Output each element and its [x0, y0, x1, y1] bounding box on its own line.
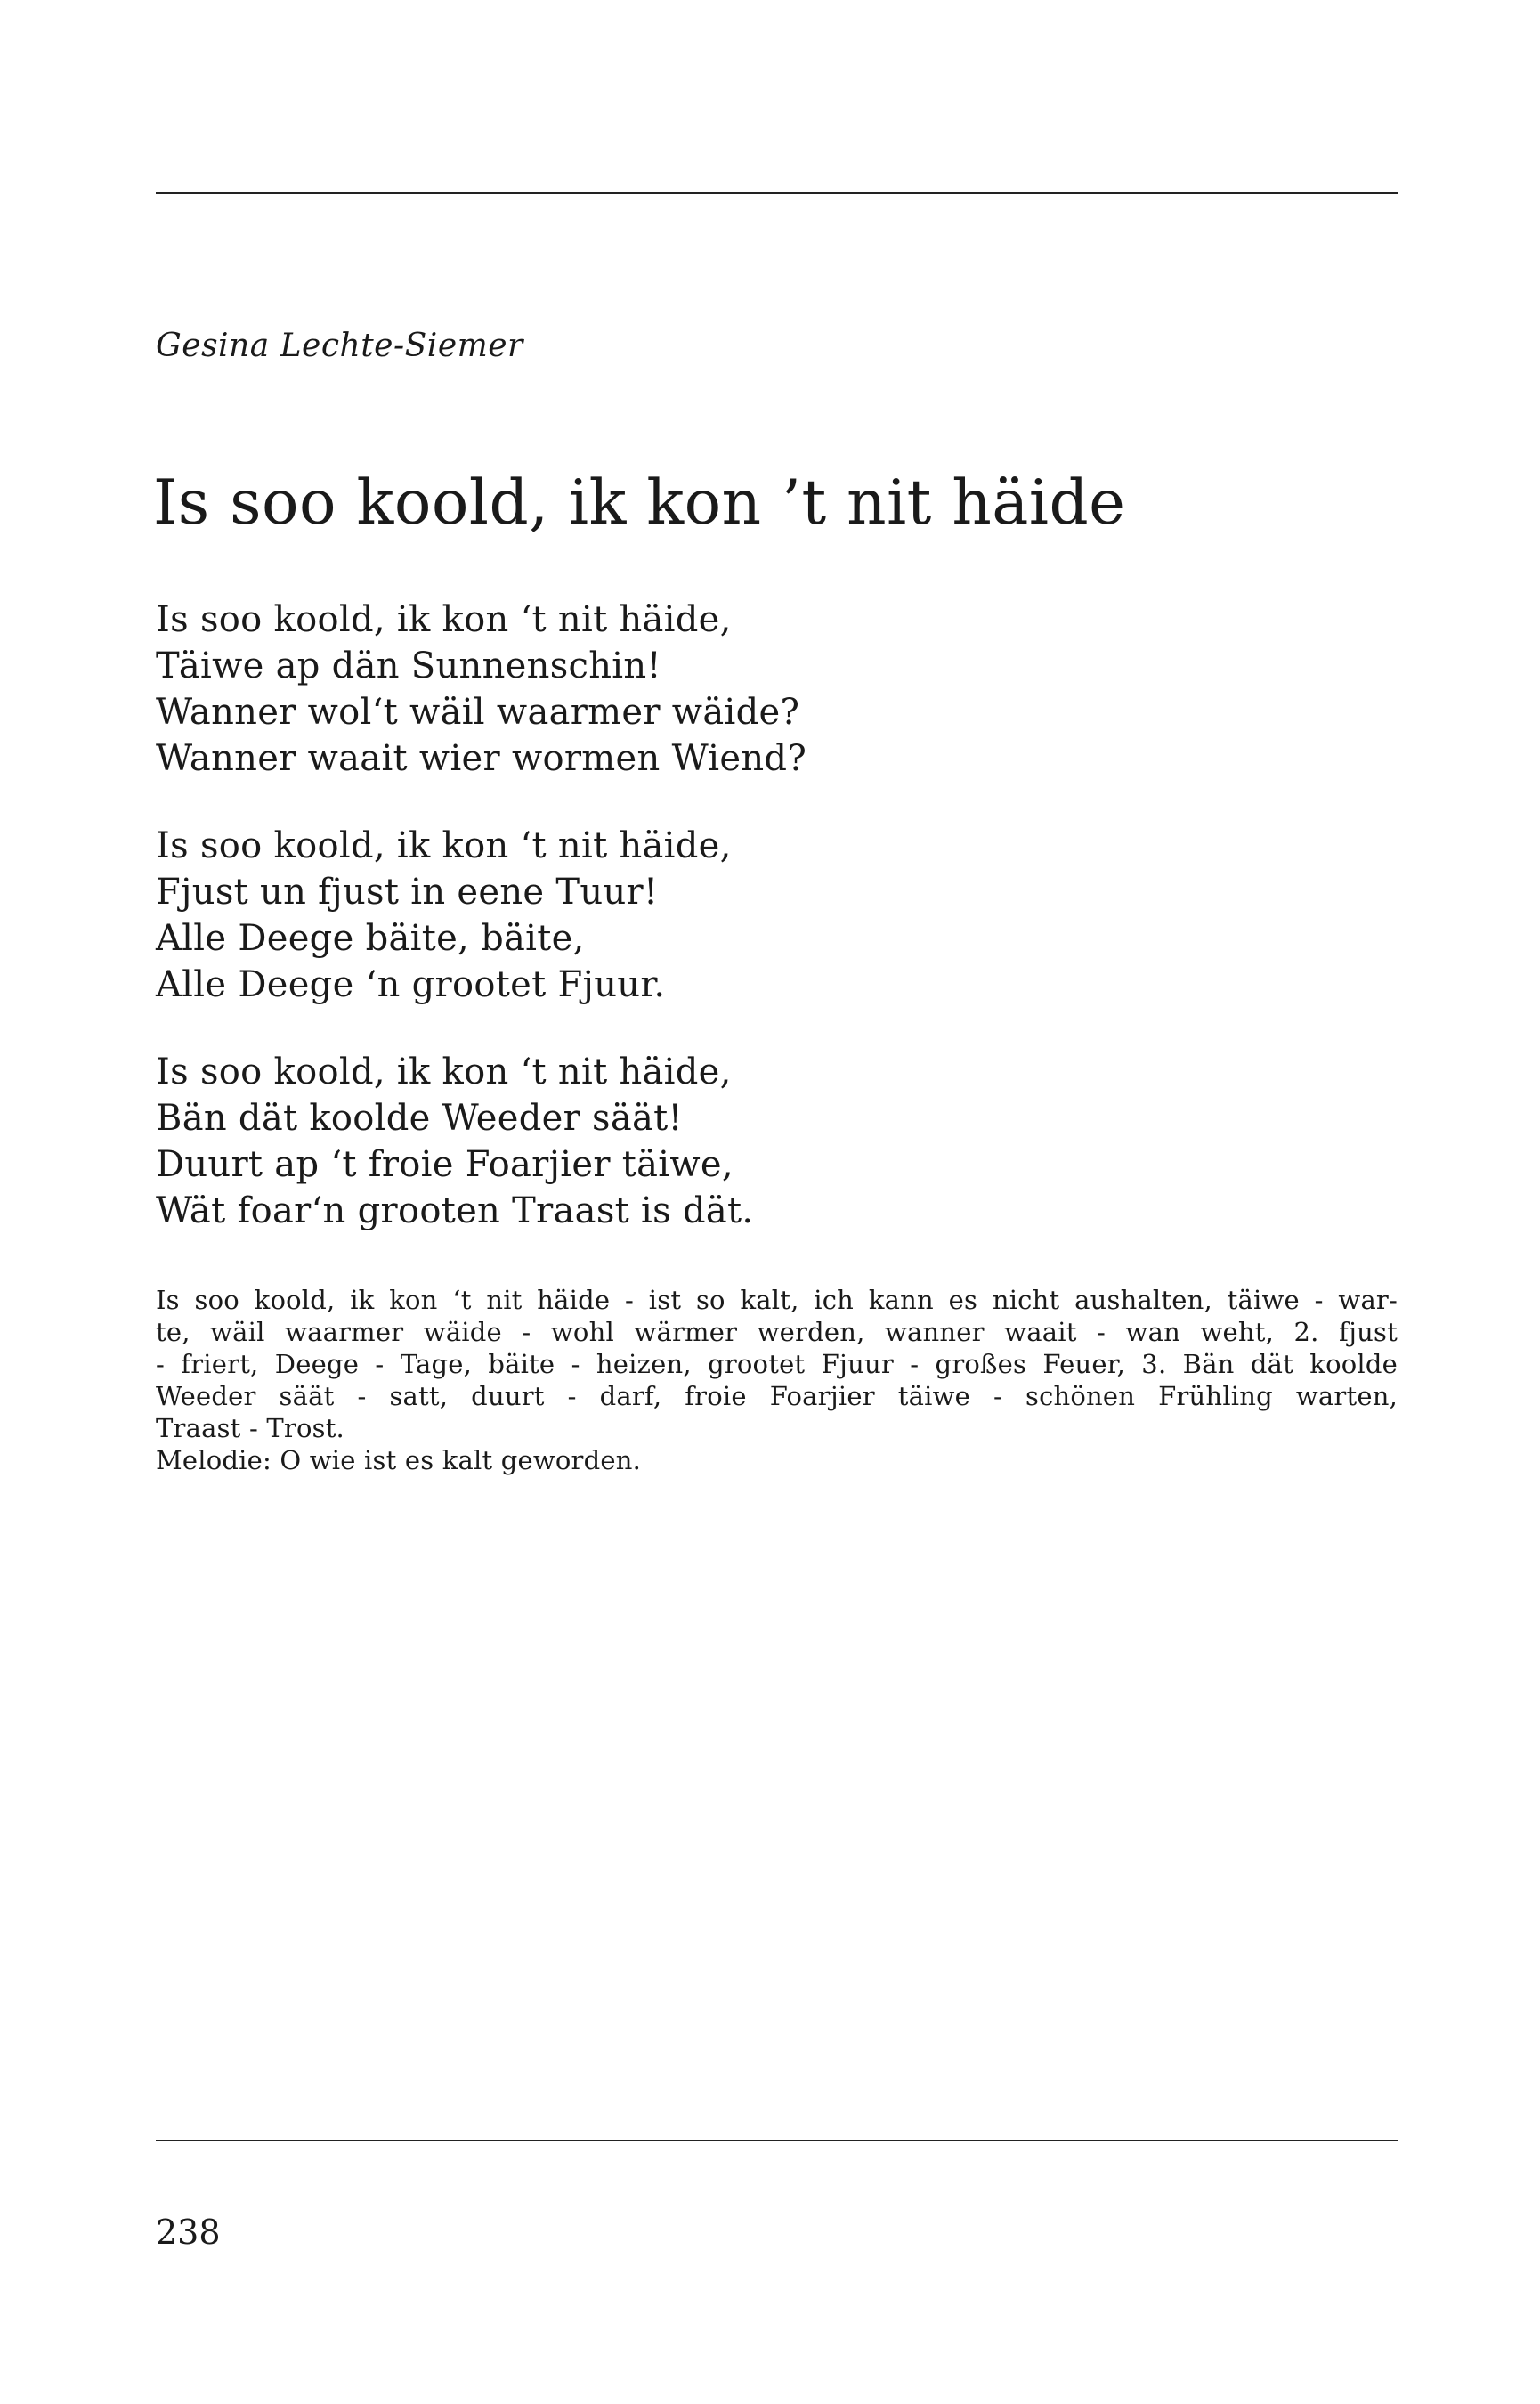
poem-line: Bän dät koolde Weeder säät!	[156, 1098, 683, 1139]
melody-note: Melodie: O wie ist es kalt geworden.	[156, 1445, 642, 1475]
stanza-2	[156, 823, 1313, 1008]
note-line: Traast - Trost.	[156, 1413, 344, 1443]
poem-title: Is soo koold, ik kon ’t nit häide	[153, 467, 1126, 539]
author-name: Gesina Lechte-Siemer	[156, 328, 523, 364]
note-line: Is soo koold, ik kon ‘t nit häide - ist so kalt, ich kann es nicht aushalten, täiwe - war-	[156, 1285, 1398, 1315]
poem-line: Is soo koold, ik kon ‘t nit häide,	[156, 599, 732, 640]
poem-line: Duurt ap ‘t froie Foarjier täiwe,	[156, 1144, 734, 1185]
top-rule	[156, 192, 1398, 194]
note-line: te, wäil waarmer wäide - wohl wärmer werden, wanner waait - wan weht, 2. fjust	[156, 1317, 1398, 1347]
poem-line: Wanner waait wier wormen Wiend?	[156, 738, 807, 779]
page-number: 238	[156, 2213, 221, 2252]
poem-line: Alle Deege bäite, bäite,	[156, 918, 585, 959]
note-line: Weeder säät - satt, duurt - darf, froie Foarjier täiwe - schönen Frühling warten,	[156, 1381, 1398, 1411]
bottom-rule	[156, 2140, 1398, 2141]
poem-line: Alle Deege ‘n grootet Fjuur.	[156, 964, 666, 1005]
glossary-notes	[156, 1284, 1398, 1476]
stanza-1	[156, 597, 1313, 782]
note-line: - friert, Deege - Tage, bäite - heizen, grootet Fjuur - großes Feuer, 3. Bän dät koolde	[156, 1349, 1398, 1379]
poem-line: Is soo koold, ik kon ‘t nit häide,	[156, 1052, 732, 1092]
poem-line: Wanner wol‘t wäil waarmer wäide?	[156, 692, 800, 733]
poem-body	[156, 597, 1313, 1275]
poem-line: Täiwe ap dän Sunnenschin!	[156, 646, 661, 686]
stanza-3	[156, 1049, 1313, 1234]
poem-line: Fjust un fjust in eene Tuur!	[156, 872, 659, 913]
poem-line: Is soo koold, ik kon ‘t nit häide,	[156, 825, 732, 866]
poem-line: Wät foar‘n grooten Traast is dät.	[156, 1190, 754, 1231]
